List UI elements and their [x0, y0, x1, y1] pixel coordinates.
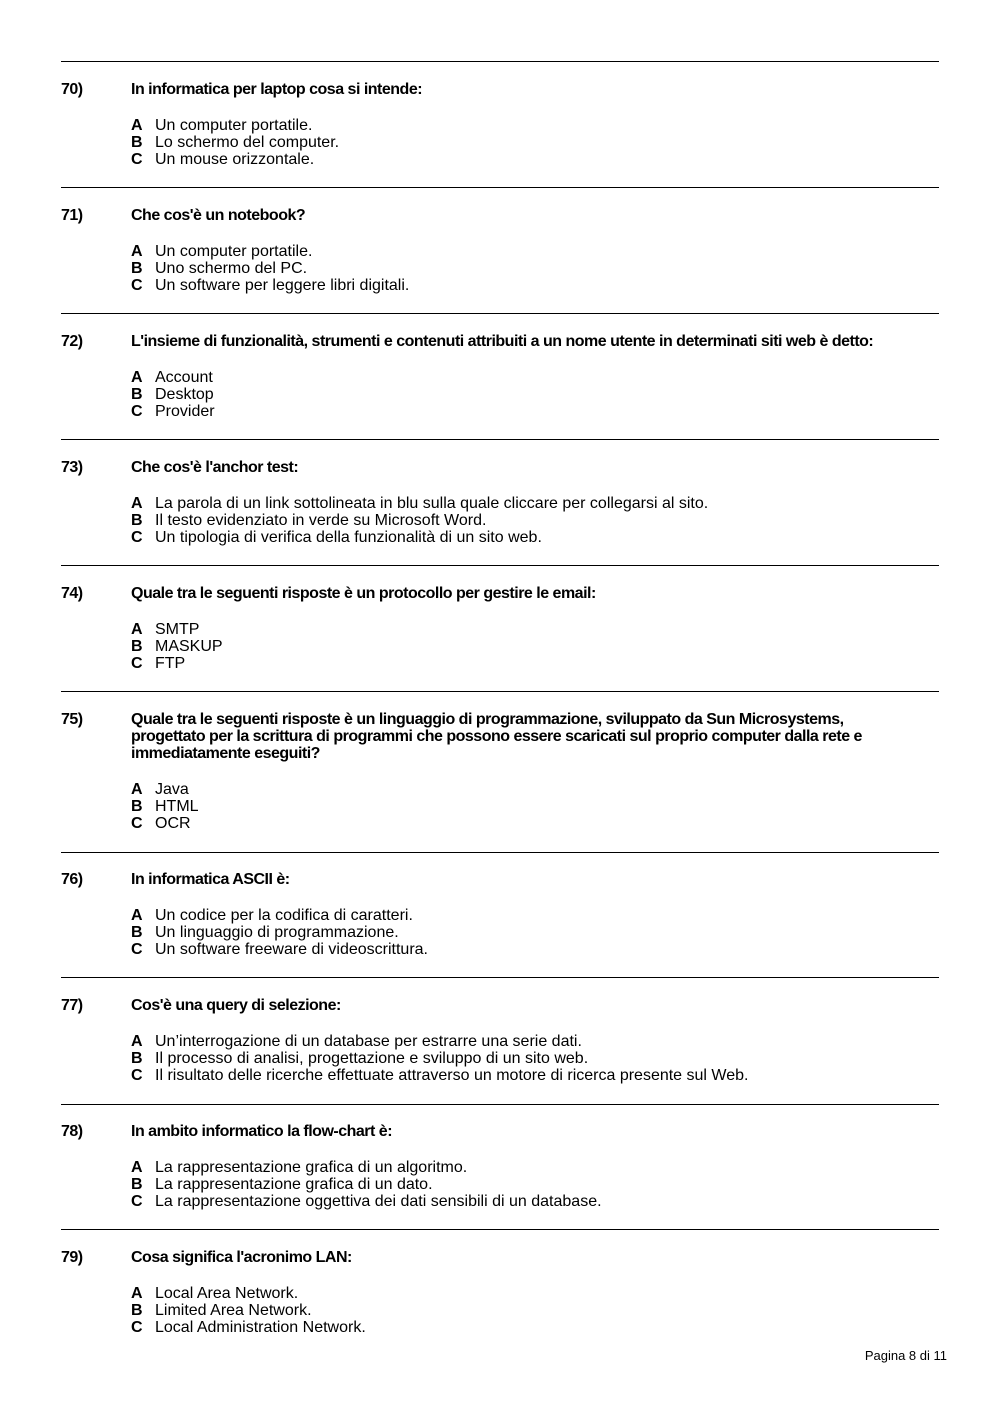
question-text: Che cos'è un notebook? [131, 207, 306, 224]
divider [61, 61, 939, 62]
answer-text: Un’interrogazione di un database per estrarre una serie dati. [155, 1033, 582, 1050]
answer-text: Lo schermo del computer. [155, 134, 340, 151]
answer-letter: A [131, 243, 143, 260]
answer-letter: A [131, 621, 143, 638]
answer-text: OCR [155, 815, 191, 832]
answer-text: FTP [155, 655, 186, 672]
question-72 [61, 333, 939, 420]
answer-text: La rappresentazione grafica di un algoritmo. [155, 1159, 468, 1176]
answer-text: MASKUP [155, 638, 223, 655]
question-text: In informatica per laptop cosa si intende: [131, 81, 423, 98]
question-number: 74) [61, 585, 83, 602]
answer-text: Un codice per la codifica di caratteri. [155, 907, 413, 924]
answer-letter: B [131, 512, 143, 529]
answer-text: Limited Area Network. [155, 1302, 312, 1319]
question-text: In informatica ASCII è: [131, 871, 290, 888]
question-71 [61, 207, 939, 294]
answer-text: Provider [155, 403, 215, 420]
answer-text: Un mouse orizzontale. [155, 151, 315, 168]
answer-text: La rappresentazione grafica di un dato. [155, 1176, 433, 1193]
answer-letter: B [131, 386, 143, 403]
answer-letter: A [131, 781, 143, 798]
answer-text: Un software per leggere libri digitali. [155, 277, 410, 294]
question-text: L'insieme di funzionalità, strumenti e contenuti attribuiti a un nome utente in determinati siti web è detto: [131, 333, 874, 350]
question-number: 79) [61, 1249, 83, 1266]
answer-text: Il testo evidenziato in verde su Microsoft Word. [155, 512, 487, 529]
answer-letter: A [131, 907, 143, 924]
question-number: 70) [61, 81, 83, 98]
question-number: 71) [61, 207, 83, 224]
answer-text: Un linguaggio di programmazione. [155, 924, 399, 941]
question-77 [61, 997, 939, 1084]
answer-text: La parola di un link sottolineata in blu sulla quale cliccare per collegarsi al sito. [155, 495, 709, 512]
answer-letter: B [131, 134, 143, 151]
answer-letter: C [131, 815, 143, 832]
answer-letter: A [131, 1285, 143, 1302]
question-76 [61, 871, 939, 958]
answer-text: Local Area Network. [155, 1285, 299, 1302]
answer-text: HTML [155, 798, 199, 815]
answer-text: Un computer portatile. [155, 243, 313, 260]
question-number: 72) [61, 333, 83, 350]
question-73 [61, 459, 939, 546]
question-number: 73) [61, 459, 83, 476]
divider [61, 313, 939, 314]
answer-letter: C [131, 151, 143, 168]
answer-text: Account [155, 369, 213, 386]
question-79 [61, 1249, 939, 1336]
question-text: Quale tra le seguenti risposte è un linguaggio di programmazione, sviluppato da Sun Microsystems, progettato per la scrittura di programmi che possono essere scaricati sul proprio computer dalla rete e immediatamente eseguiti? [131, 711, 862, 762]
question-70 [61, 81, 939, 168]
answer-text: Local Administration Network. [155, 1319, 366, 1336]
answer-text: Il risultato delle ricerche effettuate attraverso un motore di ricerca presente sul Web. [155, 1067, 749, 1084]
answer-text: Uno schermo del PC. [155, 260, 308, 277]
answer-letter: C [131, 1319, 143, 1336]
answer-letter: C [131, 529, 143, 546]
answer-letter: C [131, 655, 143, 672]
question-number: 78) [61, 1123, 83, 1140]
question-number: 77) [61, 997, 83, 1014]
question-text: Che cos'è l'anchor test: [131, 459, 299, 476]
divider [61, 565, 939, 566]
answer-letter: C [131, 1193, 143, 1210]
answer-text: La rappresentazione oggettiva dei dati sensibili di un database. [155, 1193, 602, 1210]
answer-letter: A [131, 495, 143, 512]
divider [61, 1104, 939, 1105]
answer-letter: B [131, 638, 143, 655]
answer-letter: A [131, 369, 143, 386]
question-text: Cosa significa l'acronimo LAN: [131, 1249, 352, 1266]
answer-text: Java [155, 781, 189, 798]
answer-text: SMTP [155, 621, 200, 638]
question-74 [61, 585, 939, 672]
answer-letter: B [131, 260, 143, 277]
divider [61, 852, 939, 853]
divider [61, 1229, 939, 1230]
question-text: Quale tra le seguenti risposte è un protocollo per gestire le email: [131, 585, 596, 602]
answer-letter: C [131, 941, 143, 958]
answer-letter: B [131, 798, 143, 815]
answer-letter: C [131, 1067, 143, 1084]
answer-letter: C [131, 277, 143, 294]
question-78 [61, 1123, 939, 1210]
question-number: 76) [61, 871, 83, 888]
answer-letter: B [131, 1176, 143, 1193]
divider [61, 691, 939, 692]
divider [61, 977, 939, 978]
page-number: Pagina 8 di 11 [864, 1348, 947, 1363]
answer-letter: B [131, 1302, 143, 1319]
answer-text: Un software freeware di videoscrittura. [155, 941, 428, 958]
answer-letter: B [131, 924, 143, 941]
question-number: 75) [61, 711, 83, 728]
question-75 [61, 711, 939, 832]
answer-letter: A [131, 117, 143, 134]
divider [61, 187, 939, 188]
answer-letter: A [131, 1159, 143, 1176]
answer-text: Desktop [155, 386, 214, 403]
answer-letter: C [131, 403, 143, 420]
answer-text: Un tipologia di verifica della funzionalità di un sito web. [155, 529, 542, 546]
answer-text: Il processo di analisi, progettazione e sviluppo di un sito web. [155, 1050, 589, 1067]
question-text: Cos'è una query di selezione: [131, 997, 341, 1014]
answer-letter: B [131, 1050, 143, 1067]
answer-text: Un computer portatile. [155, 117, 313, 134]
answer-letter: A [131, 1033, 143, 1050]
question-text: In ambito informatico la flow-chart è: [131, 1123, 393, 1140]
divider [61, 439, 939, 440]
